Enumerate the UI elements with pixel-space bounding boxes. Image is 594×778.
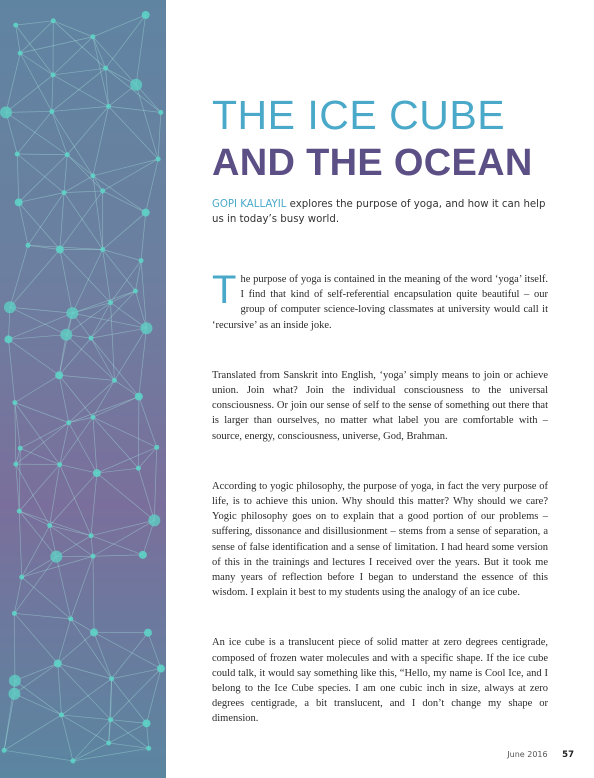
network-node xyxy=(139,551,147,559)
network-edge xyxy=(91,473,97,536)
network-edge xyxy=(19,202,60,249)
network-node xyxy=(49,109,54,114)
network-edge xyxy=(16,464,50,525)
network-edge xyxy=(4,694,14,751)
network-edge xyxy=(6,112,67,154)
paragraph-3: According to yogic philosophy, the purpose of yoga, in fact the very purpose of life, is to achieve this union. Why should this matter? Why should we care? Yogic philosophy goes on to explain that a good portion of our problems – suffering, dissonance and disillusionment – stems from a sense of separation, a sense of false identification and a sense of limitation. I had heard some version of this in the trainings and lectures I received over the years. But it took me many years of reflection before I began to understand the essence of this wisdom. I explain it best to my students using the analogy of an ice cube. xyxy=(212,480,548,599)
network-node xyxy=(4,301,16,313)
network-node xyxy=(15,198,23,206)
drop-cap: T xyxy=(212,268,237,312)
network-edge xyxy=(93,159,158,176)
paragraph-1-text: he purpose of yoga is contained in the meaning of the word ‘yoga’ itself. I find that kind of self-referential encapsulation quite beautiful – our group of computer science-loving classmates at university would call it ‘recursive’ as an inside joke. xyxy=(212,274,548,331)
title-line-1: THE ICE CUBE xyxy=(212,92,506,138)
network-edge xyxy=(93,380,115,417)
network-edge xyxy=(103,249,141,260)
network-edge xyxy=(58,664,112,679)
network-edge xyxy=(64,193,103,250)
network-node xyxy=(108,300,113,305)
network-node xyxy=(19,575,24,580)
network-node xyxy=(90,34,95,39)
network-edge xyxy=(136,85,158,159)
network-node xyxy=(112,378,117,383)
network-edge xyxy=(10,249,60,307)
network-edge xyxy=(146,159,158,212)
network-node xyxy=(146,746,151,751)
network-edge xyxy=(53,68,106,75)
network-edge xyxy=(64,191,103,193)
network-graphic xyxy=(0,0,166,778)
network-edge xyxy=(4,750,73,761)
network-node xyxy=(103,66,108,71)
network-edge xyxy=(94,632,112,678)
network-node xyxy=(68,616,73,621)
network-edge xyxy=(28,245,103,249)
network-edge xyxy=(6,111,52,112)
network-node xyxy=(100,247,105,252)
network-edge xyxy=(91,536,143,555)
paragraph-4: An ice cube is a translucent piece of solid matter at zero degrees centigrade, composed of frozen water molecules and with a specific shape. If the ice cube could talk, it would say something like this, “Hello, my name is Cool Ice, and I belong to the Ice Cube species. I am one cubic inch in size, always at zero degrees centigrade, a bit translucent, and I don’t change my shape or dimension. xyxy=(212,637,548,725)
network-edge xyxy=(93,417,138,468)
network-edge xyxy=(14,613,57,663)
network-edge xyxy=(8,335,66,340)
network-edge xyxy=(20,21,53,53)
network-edge xyxy=(111,291,136,303)
network-edge xyxy=(20,53,53,75)
network-edge xyxy=(103,213,146,250)
network-edge xyxy=(58,632,94,663)
network-edge xyxy=(109,106,161,112)
network-edge xyxy=(64,176,93,193)
network-edge xyxy=(71,556,93,619)
network-node xyxy=(90,415,95,420)
network-edge xyxy=(19,202,28,245)
network-node xyxy=(142,11,150,19)
network-edge xyxy=(56,557,70,619)
network-node xyxy=(65,152,70,157)
network-node xyxy=(55,371,63,379)
network-node xyxy=(88,336,93,341)
network-edge xyxy=(19,511,21,577)
network-node xyxy=(70,758,75,763)
network-edge xyxy=(91,536,93,557)
network-node xyxy=(136,466,141,471)
network-edge xyxy=(93,556,94,632)
network-edge xyxy=(14,613,70,619)
author-name: GOPI KALLAYIL xyxy=(212,199,287,210)
network-edge xyxy=(93,555,143,556)
network-node xyxy=(51,72,56,77)
network-node xyxy=(148,514,160,526)
network-edge xyxy=(8,339,59,375)
network-edge xyxy=(73,748,149,761)
network-edge xyxy=(112,633,148,679)
network-node xyxy=(143,719,151,727)
network-edge xyxy=(72,249,102,313)
network-edge xyxy=(19,193,64,203)
network-node xyxy=(12,611,17,616)
network-node xyxy=(90,554,95,559)
network-edge xyxy=(103,159,158,191)
network-edge xyxy=(53,21,105,68)
network-node xyxy=(59,712,64,717)
standfirst-text: explores the purpose of yoga, and how it can help us in today’s busy world. xyxy=(212,199,546,225)
network-edge xyxy=(139,397,157,448)
network-edge xyxy=(73,720,111,761)
network-node xyxy=(144,629,152,637)
network-node xyxy=(154,445,159,450)
network-node xyxy=(8,688,20,700)
network-edge xyxy=(19,511,49,525)
network-edge xyxy=(93,176,103,250)
network-edge xyxy=(53,37,93,75)
network-edge xyxy=(22,525,50,577)
network-edge xyxy=(17,154,67,155)
network-node xyxy=(90,173,95,178)
network-edge xyxy=(135,261,141,291)
network-edge xyxy=(93,520,154,556)
network-edge xyxy=(19,155,67,203)
network-edge xyxy=(154,447,156,520)
network-edge xyxy=(114,380,138,396)
network-edge xyxy=(72,291,135,313)
network-edge xyxy=(91,338,114,380)
network-node xyxy=(2,748,7,753)
network-edge xyxy=(19,511,91,536)
network-edge xyxy=(67,155,93,176)
network-node xyxy=(0,106,12,118)
network-edge xyxy=(60,249,72,313)
network-edge xyxy=(15,403,69,423)
network-edge xyxy=(6,53,20,112)
network-edge xyxy=(103,191,146,213)
network-edge xyxy=(17,154,18,202)
network-node xyxy=(135,393,143,401)
network-node xyxy=(100,188,105,193)
network-edge xyxy=(4,715,61,750)
network-edge xyxy=(60,465,97,473)
network-edge xyxy=(17,111,52,154)
network-node xyxy=(26,243,31,248)
network-node xyxy=(157,665,165,673)
network-edge xyxy=(19,465,59,512)
network-node xyxy=(18,51,23,56)
network-edge xyxy=(52,111,93,175)
network-edge xyxy=(61,679,111,715)
network-edge xyxy=(52,68,106,111)
network-node xyxy=(60,329,72,341)
network-edge xyxy=(10,245,28,307)
network-edge xyxy=(91,338,139,396)
network-edge xyxy=(16,21,53,25)
network-edge xyxy=(147,669,161,724)
network-edge xyxy=(59,375,114,380)
network-edge xyxy=(14,557,56,614)
network-edge xyxy=(93,397,139,418)
network-edge xyxy=(71,619,112,679)
network-edge xyxy=(60,193,64,250)
network-node xyxy=(13,23,18,28)
network-node xyxy=(89,533,94,538)
network-lines xyxy=(4,15,161,761)
network-node xyxy=(66,307,78,319)
network-edge xyxy=(16,464,19,511)
network-edge xyxy=(15,375,59,402)
network-node xyxy=(133,289,138,294)
network-edge xyxy=(50,525,91,535)
paragraph-2: Translated from Sanskrit into English, ‘yoga’ simply means to join or achieve union. Join what? Join the individual consciousness to the universal consciousness. Or join our sense of self to the sense of something out there that is larger than ourselves, no matter what label you are comfortable with – source, energy, consciousness, universe, God, Brahman. xyxy=(212,369,548,442)
page-footer xyxy=(507,750,574,760)
network-edge xyxy=(22,577,71,619)
network-edge xyxy=(16,25,20,53)
article-body xyxy=(212,268,548,762)
network-edge xyxy=(111,261,142,303)
network-edge xyxy=(58,664,111,720)
network-edge xyxy=(60,249,111,302)
network-edge xyxy=(17,154,64,193)
network-node xyxy=(56,245,64,253)
network-edge xyxy=(67,155,102,191)
network-node xyxy=(12,400,17,405)
network-edge xyxy=(59,338,91,375)
network-node xyxy=(158,110,163,115)
title-line-2: AND THE OCEAN xyxy=(212,142,533,184)
network-edge xyxy=(111,669,161,720)
network-edge xyxy=(109,723,147,743)
network-edge xyxy=(59,335,66,376)
network-edge xyxy=(93,106,109,175)
network-edge xyxy=(71,619,94,633)
network-node xyxy=(90,628,98,636)
network-edge xyxy=(56,536,91,557)
network-edge xyxy=(52,75,53,112)
network-edge xyxy=(10,307,66,334)
network-node xyxy=(50,551,62,563)
network-edge xyxy=(58,664,62,715)
network-edge xyxy=(14,694,61,715)
network-edge xyxy=(20,53,52,111)
network-edge xyxy=(59,375,69,422)
network-edge xyxy=(93,417,97,473)
network-node xyxy=(4,335,12,343)
network-node xyxy=(47,523,52,528)
issue-date: June 2016 xyxy=(507,750,548,759)
network-edge xyxy=(97,473,154,520)
network-node xyxy=(13,462,18,467)
network-edge xyxy=(93,417,157,447)
network-edge xyxy=(138,468,154,520)
network-edge xyxy=(20,37,93,53)
network-edge xyxy=(67,106,108,154)
page-number: 57 xyxy=(562,750,574,760)
network-edge xyxy=(15,681,62,715)
network-edge xyxy=(6,75,53,112)
paragraph-1 xyxy=(212,268,548,333)
network-edge xyxy=(53,75,109,106)
network-edge xyxy=(59,375,93,417)
network-edge xyxy=(111,720,147,724)
network-edge xyxy=(61,715,72,761)
decorative-network-panel xyxy=(0,0,166,778)
network-edge xyxy=(141,213,146,261)
network-edge xyxy=(69,423,97,473)
network-edge xyxy=(58,619,71,664)
network-node xyxy=(57,462,62,467)
network-edge xyxy=(20,423,68,449)
network-edge xyxy=(19,448,20,511)
network-node xyxy=(106,740,111,745)
network-node xyxy=(54,660,62,668)
network-node xyxy=(18,446,23,451)
network-edge xyxy=(8,339,14,402)
network-edge xyxy=(64,155,67,193)
network-edge xyxy=(158,112,161,159)
network-node xyxy=(106,104,111,109)
network-node xyxy=(108,717,113,722)
network-node xyxy=(62,190,67,195)
network-node xyxy=(139,258,144,263)
network-edge xyxy=(10,307,72,313)
network-edge xyxy=(138,447,156,468)
standfirst xyxy=(212,197,548,227)
network-node xyxy=(140,322,152,334)
network-edge xyxy=(91,520,154,535)
network-edge xyxy=(60,191,103,250)
network-node xyxy=(9,675,21,687)
network-edge xyxy=(94,632,161,668)
network-node xyxy=(93,469,101,477)
network-node xyxy=(142,209,150,217)
network-edge xyxy=(60,465,91,536)
network-edge xyxy=(97,447,157,473)
network-node xyxy=(130,79,142,91)
network-node xyxy=(51,18,56,23)
network-edge xyxy=(106,68,161,112)
network-node xyxy=(66,420,71,425)
network-edge xyxy=(53,21,93,37)
network-edge xyxy=(52,106,109,111)
network-edge xyxy=(148,633,161,669)
network-node xyxy=(156,157,161,162)
network-edge xyxy=(14,664,57,694)
network-node xyxy=(109,676,114,681)
network-node xyxy=(15,151,20,156)
network-edge xyxy=(52,111,67,154)
network-edge xyxy=(112,669,161,679)
network-edge xyxy=(93,37,136,85)
network-node xyxy=(17,509,22,514)
